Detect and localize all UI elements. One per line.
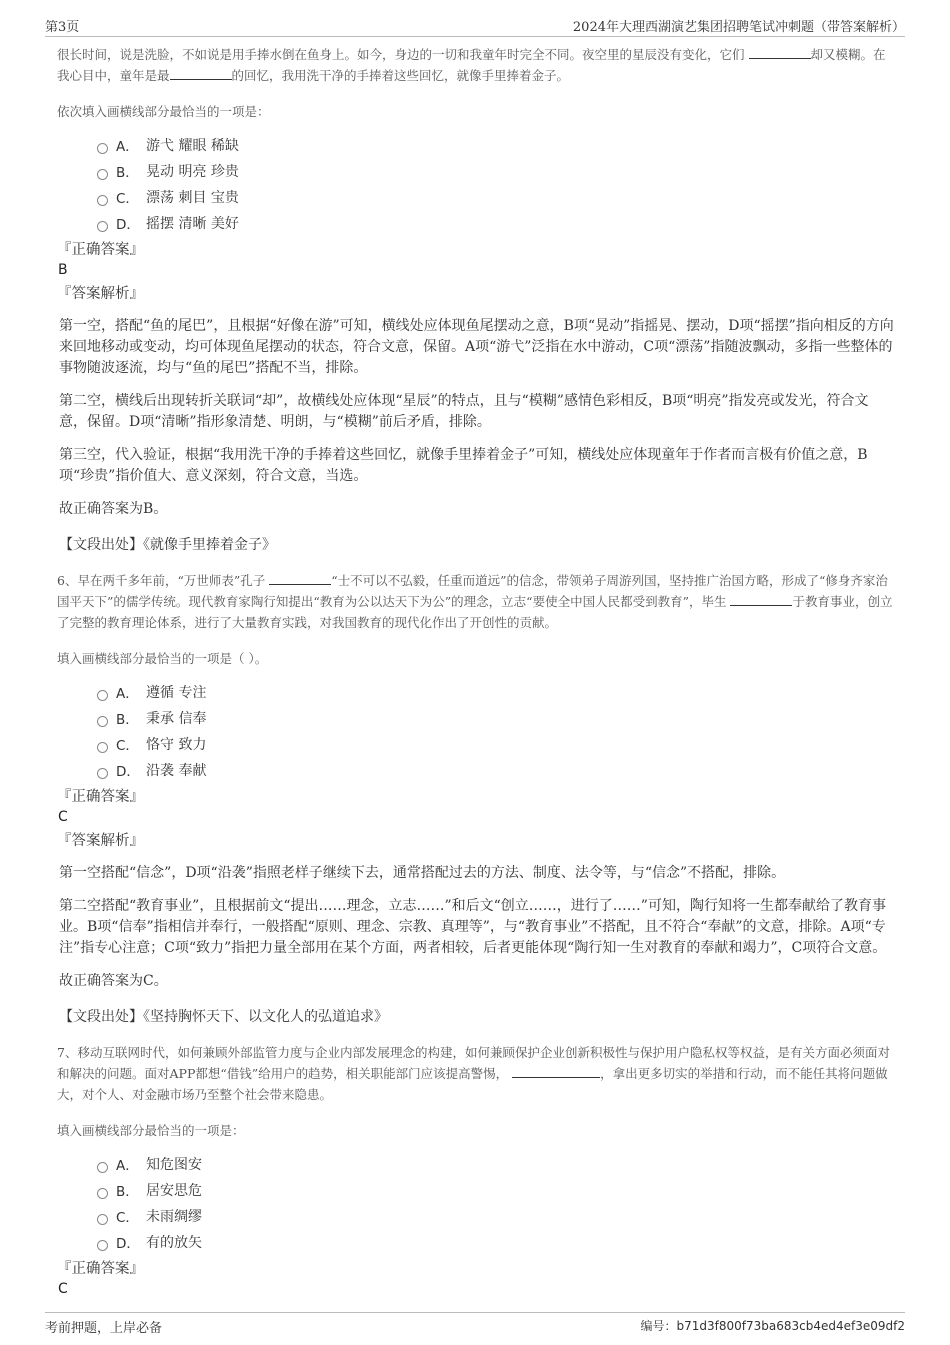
option-text: 游弋 耀眼 稀缺 [146, 138, 239, 154]
radio-icon[interactable] [97, 169, 108, 180]
radio-icon[interactable] [97, 1188, 108, 1199]
analysis-conclusion: 故正确答案为C。 [59, 973, 168, 989]
option-text: 遵循 专注 [146, 685, 207, 701]
analysis-conclusion: 故正确答案为B。 [59, 501, 168, 517]
option-text: 未雨绸缪 [146, 1209, 202, 1225]
radio-icon[interactable] [97, 195, 108, 206]
option-a[interactable] [97, 1151, 895, 1177]
fill-blank [269, 572, 331, 585]
option-b[interactable] [97, 705, 895, 731]
passage-text: 却又模糊。在我心目中，童年是最 [57, 47, 886, 83]
passage-text: 很长时间，说是洗脸，不如说是用手捧水倒在鱼身上。如今，身边的一切和我童年时完全不同。夜空里的星辰没有变化，它们 [57, 47, 745, 62]
option-a[interactable] [97, 132, 895, 158]
radio-icon[interactable] [97, 768, 108, 779]
option-letter: B． [116, 165, 139, 181]
option-letter: B． [116, 1184, 139, 1200]
option-text: 秉承 信奉 [146, 711, 207, 727]
fill-blank [512, 1065, 600, 1078]
correct-answer: C [58, 809, 68, 825]
passage-text: ，拿出更多切实的举措和行动，而不能任其将问题做大，对个人、对金融市场乃至整个社会带来隐患。 [57, 1066, 888, 1102]
page-footer [45, 1312, 905, 1337]
radio-icon[interactable] [97, 1214, 108, 1225]
option-c[interactable] [97, 184, 895, 210]
source-citation: 【文段出处】《就像手里捧着金子》 [59, 537, 276, 553]
option-d[interactable] [97, 1229, 895, 1255]
option-letter: C． [116, 1210, 139, 1226]
analysis-label: 『答案解析』 [57, 833, 144, 849]
option-list [97, 1151, 895, 1255]
fill-blank [749, 46, 811, 59]
question-passage [57, 570, 895, 633]
analysis-paragraph: 第三空，代入验证，根据“我用洗干净的手捧着这些回忆，就像手里捧着金子”可知，横线处应体现童年于作者而言极有价值之意，B项“珍贵”指价值大、意义深刻，符合文意，当选。 [59, 447, 868, 484]
radio-icon[interactable] [97, 742, 108, 753]
radio-icon[interactable] [97, 1240, 108, 1251]
option-letter: A． [116, 139, 139, 155]
correct-answer: B [58, 262, 68, 278]
option-text: 恪守 致力 [146, 737, 207, 753]
option-letter: A． [116, 1158, 139, 1174]
option-letter: A． [116, 686, 139, 702]
option-text: 居安思危 [146, 1183, 202, 1199]
footer-slogan: 考前押题，上岸必备 [45, 1321, 163, 1336]
answer-label: 『正确答案』 [57, 789, 144, 805]
analysis-paragraph: 第一空搭配“信念”，D项“沿袭”指照老样子继续下去，通常搭配过去的方法、制度、法令等，与“信念”不搭配，排除。 [59, 865, 786, 881]
question-passage [57, 1042, 895, 1105]
analysis-paragraph: 第二空，横线后出现转折关联词“却”，故横线处应体现“星辰”的特点，且与“模糊”感情色彩相反，B项“明亮”指发亮或发光，符合文意，保留。D项“清晰”指形象清楚、明朗，与“模糊”前后矛盾，排除。 [59, 393, 869, 430]
option-text: 摇摆 清晰 美好 [146, 216, 239, 232]
option-a[interactable] [97, 679, 895, 705]
radio-icon[interactable] [97, 716, 108, 727]
option-text: 晃动 明亮 珍贵 [146, 164, 239, 180]
question-prompt: 填入画横线部分最恰当的一项是： [57, 1123, 245, 1138]
option-text: 知危图安 [146, 1157, 202, 1173]
option-letter: C． [116, 738, 139, 754]
passage-text: 于教育事业，创立了完整的教育理论体系，进行了大量教育实践，对我国教育的现代化作出了开创性的贡献。 [57, 594, 893, 630]
question-5 [57, 44, 895, 554]
option-letter: D． [116, 217, 140, 233]
page-number: 第3页 [45, 20, 80, 35]
question-prompt: 依次填入画横线部分最恰当的一项是： [57, 104, 270, 119]
passage-text: 7、移动互联网时代，如何兼顾外部监管力度与企业内部发展理念的构建，如何兼顾保护企业创新积极性与保护用户隐私权等权益，是有关方面必须面对和解决的问题。面对APP都想“借钱”给用户的趋势，相关职能部门应该提高警惕， [57, 1045, 890, 1081]
page-header [45, 14, 905, 37]
source-citation: 【文段出处】《坚持胸怀天下、以文化人的弘道追求》 [59, 1009, 388, 1025]
question-passage [57, 44, 895, 86]
answer-label: 『正确答案』 [57, 1261, 144, 1277]
correct-answer: C [58, 1281, 68, 1297]
analysis-paragraph: 第一空，搭配“鱼的尾巴”，且根据“好像在游”可知，横线处应体现鱼尾摆动之意，B项“晃动”指摇晃、摆动，D项“摇摆”指向相反的方向来回地移动或变动，均可体现鱼尾摆动的状态，符合文意，保留。A项“游弋”泛指在水中游动，C项“漂荡”指随波飘动，多指一些整体的事物随波逐流，均与“鱼的尾巴”搭配不当，排除。 [59, 318, 894, 376]
document-title: 2024年大理西湖演艺集团招聘笔试冲刺题（带答案解析） [572, 20, 905, 35]
option-letter: D． [116, 764, 140, 780]
analysis-label: 『答案解析』 [57, 286, 144, 302]
option-d[interactable] [97, 757, 895, 783]
option-d[interactable] [97, 210, 895, 236]
main-content [57, 44, 895, 1299]
radio-icon[interactable] [97, 690, 108, 701]
passage-text: 6、早在两千多年前，“万世师表”孔子 [57, 573, 266, 588]
option-b[interactable] [97, 1177, 895, 1203]
radio-icon[interactable] [97, 1162, 108, 1173]
analysis-paragraph: 第二空搭配“教育事业”，且根据前文“提出……理念，立志……”和后文“创立……，进行了……”可知，陶行知将一生都奉献给了教育事业。B项“信奉”指相信并奉行，一般搭配“原则、理念、宗教、真理等”，与“教育事业”不搭配，且不符合“奉献”的文意，排除。A项“专注”指专心注意；C项“致力”指把力量全部用在某个方面，两者相较，后者更能体现“陶行知一生对教育的奉献和竭力”，C项符合文意。 [59, 898, 887, 956]
option-b[interactable] [97, 158, 895, 184]
question-6 [57, 570, 895, 1026]
option-text: 有的放矢 [146, 1235, 202, 1251]
option-letter: D． [116, 1236, 140, 1252]
option-letter: C． [116, 191, 139, 207]
radio-icon[interactable] [97, 221, 108, 232]
option-list [97, 132, 895, 236]
radio-icon[interactable] [97, 143, 108, 154]
passage-text: “士不可以不弘毅，任重而道远”的信念，带领弟子周游列国，坚持推广治国方略，形成了“修身齐家治国平天下”的儒学传统。现代教育家陶行知提出“教育为公以达天下为公”的理念，立志“要使全中国人民都受到教育”，毕生 [57, 573, 888, 609]
question-7 [57, 1042, 895, 1299]
option-letter: B． [116, 712, 139, 728]
option-c[interactable] [97, 731, 895, 757]
option-text: 沿袭 奉献 [146, 763, 207, 779]
fill-blank [170, 67, 232, 80]
option-list [97, 679, 895, 783]
passage-text: 的回忆，我用洗干净的手捧着这些回忆，就像手里捧着金子。 [231, 68, 570, 83]
option-c[interactable] [97, 1203, 895, 1229]
answer-label: 『正确答案』 [57, 242, 144, 258]
option-text: 漂荡 刺目 宝贵 [146, 190, 239, 206]
fill-blank [730, 593, 792, 606]
document-serial: 编号：b71d3f800f73ba683cb4ed4ef3e09df2 [640, 1319, 905, 1333]
question-prompt: 填入画横线部分最恰当的一项是（ ）。 [57, 651, 268, 666]
